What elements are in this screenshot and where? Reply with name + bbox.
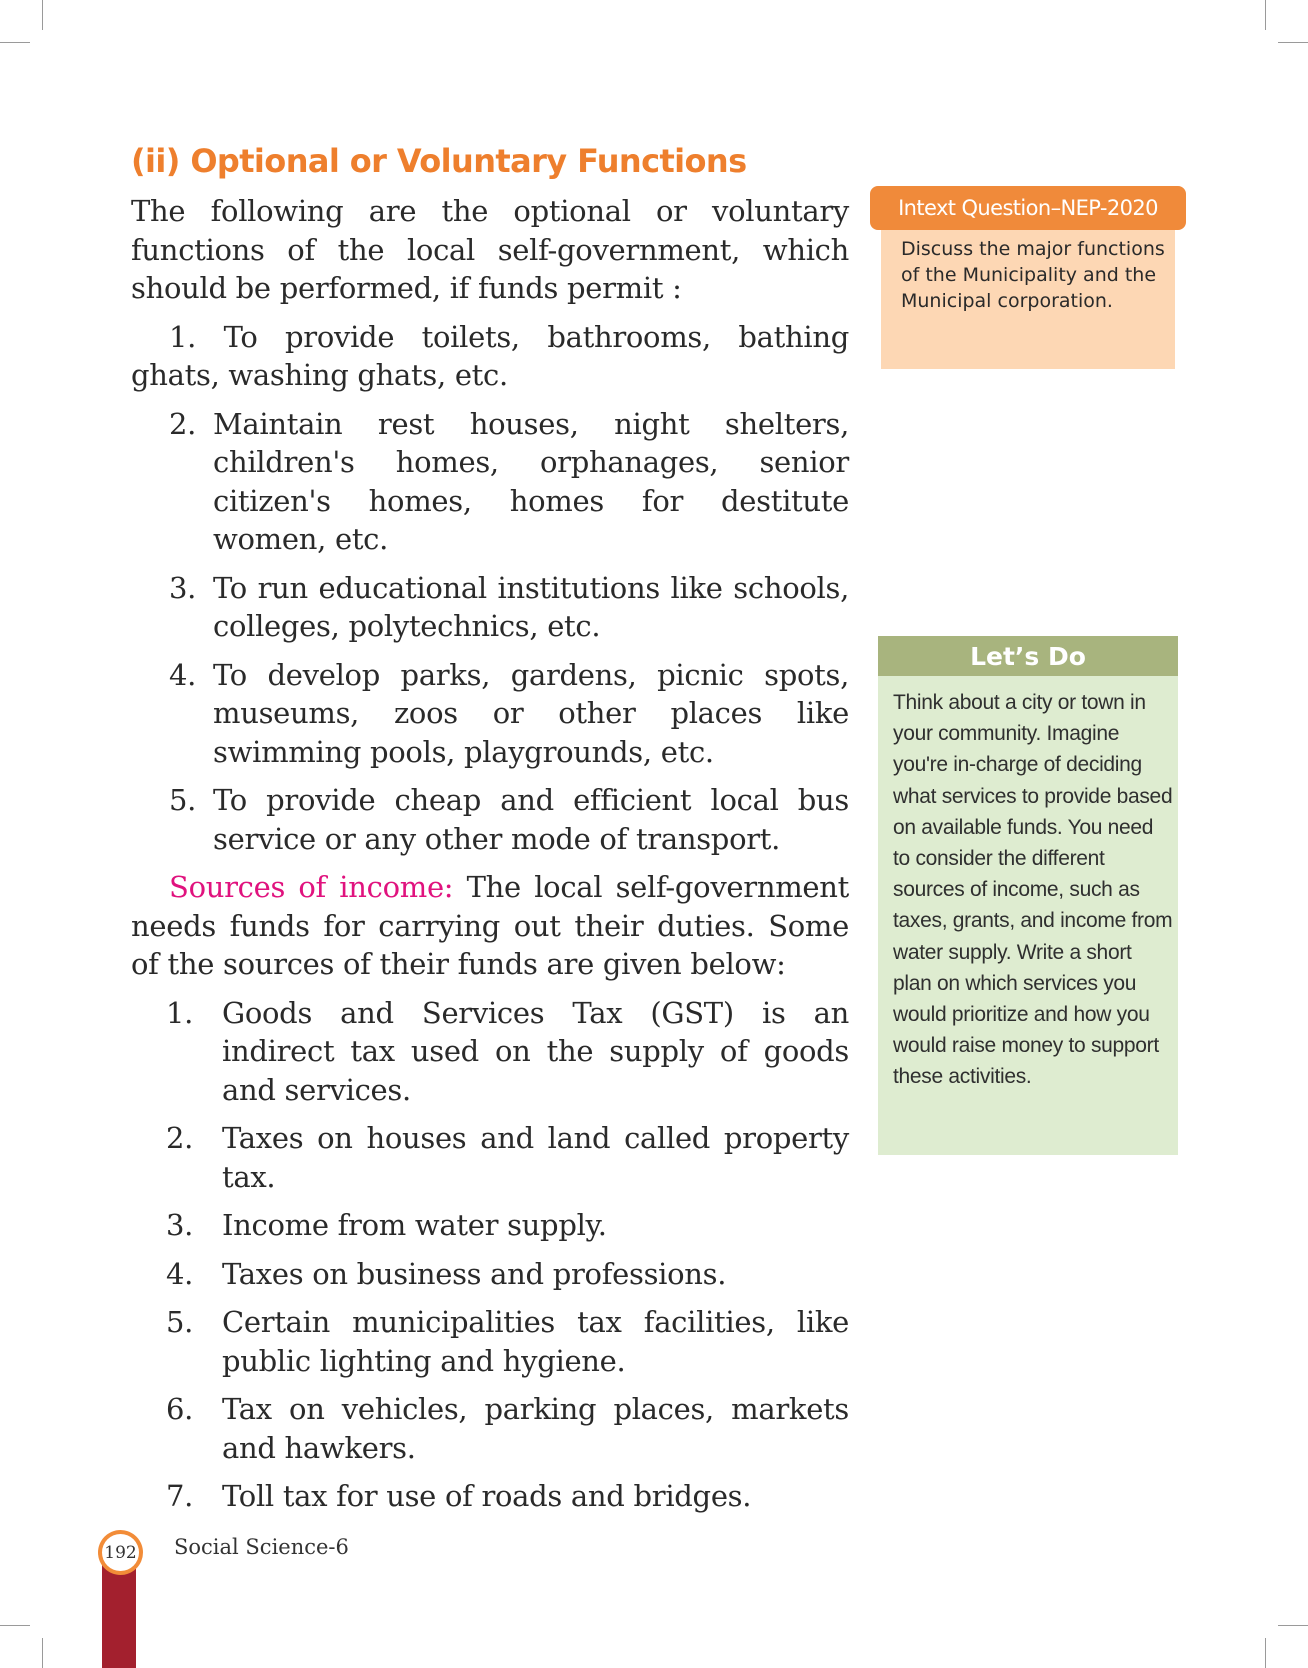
- income-sources-list: [131, 994, 849, 1516]
- list-number: 4.: [169, 657, 197, 692]
- crop-mark: [0, 42, 30, 43]
- section-heading: (ii) Optional or Voluntary Functions: [131, 142, 747, 180]
- page-number: 192: [102, 1534, 139, 1571]
- crop-mark: [42, 1638, 43, 1668]
- list-item: [131, 1303, 849, 1380]
- crop-mark: [1278, 1625, 1308, 1626]
- list-text: Income from water supply.: [222, 1208, 607, 1242]
- list-item: [131, 994, 849, 1110]
- optional-functions-list: [131, 318, 849, 859]
- list-text: To develop parks, gardens, picnic spots, museums, zoos or other places like swimming pools, playgrounds, etc.: [213, 657, 849, 769]
- lets-do-title: Let’s Do: [878, 636, 1178, 676]
- intext-question-box: [881, 230, 1175, 369]
- list-item: [131, 1119, 849, 1196]
- list-number: 3.: [166, 1208, 194, 1242]
- sources-label: Sources of income:: [169, 870, 454, 904]
- list-item: [131, 405, 849, 559]
- list-number: 1.: [169, 319, 197, 354]
- list-text: Maintain rest houses, night shelters, children's homes, orphanages, senior citizen's homes, homes for destitute women, etc.: [213, 406, 849, 556]
- list-text: To run educational institutions like schools, colleges, polytechnics, etc.: [213, 570, 849, 643]
- page-number-badge: [98, 1530, 143, 1575]
- list-item: [131, 1255, 849, 1294]
- list-item: [131, 569, 849, 646]
- crop-mark: [42, 0, 43, 30]
- crop-mark: [1265, 0, 1266, 30]
- list-item: [131, 318, 849, 395]
- sources-text: The local self-government needs funds for carrying out their duties. Some of the sources of their funds are given below:: [131, 870, 849, 981]
- list-text: Taxes on business and professions.: [222, 1256, 727, 1291]
- list-item: [131, 1390, 849, 1467]
- crop-mark: [0, 1625, 30, 1626]
- main-text-column: [131, 192, 849, 1526]
- list-number: 1.: [166, 995, 194, 1030]
- intro-paragraph: The following are the optional or voluntary functions of the local self-government, which should be performed, if funds permit :: [131, 194, 849, 305]
- lets-do-text: Think about a city or town in your community. Imagine you're in-charge of deciding what services to provide based on available funds. You need to consider the different sources of income, such as taxes, grants, and income from water supply. Write a short plan on which services you would prioritize and how you would raise money to support these activities.: [893, 691, 1173, 1089]
- crop-mark: [1265, 1638, 1266, 1668]
- intext-question-title: Intext Question–NEP-2020: [870, 186, 1186, 230]
- list-text: Certain municipalities tax facilities, like public lighting and hygiene.: [222, 1305, 849, 1378]
- list-item: [131, 1206, 849, 1245]
- intext-question-text: Discuss the major functions of the Municipality and the Municipal corporation.: [901, 238, 1165, 312]
- list-number: 3.: [169, 570, 197, 605]
- list-text: Toll tax for use of roads and bridges.: [222, 1479, 752, 1513]
- list-number: 4.: [166, 1256, 194, 1291]
- list-number: 2.: [169, 406, 197, 441]
- list-number: 6.: [166, 1392, 194, 1426]
- list-number: 7.: [166, 1479, 194, 1513]
- list-text: Taxes on houses and land called property tax.: [222, 1121, 849, 1194]
- list-text: To provide toilets, bathrooms, bathing ghats, washing ghats, etc.: [131, 319, 849, 392]
- crop-mark: [1278, 42, 1308, 43]
- list-text: Goods and Services Tax (GST) is an indirect tax used on the supply of goods and services.: [222, 995, 849, 1107]
- book-title: Social Science-6: [174, 1535, 349, 1559]
- list-item: [131, 781, 849, 858]
- list-item: [131, 1477, 849, 1516]
- list-item: [131, 656, 849, 772]
- list-number: 2.: [166, 1121, 194, 1155]
- sources-paragraph: [131, 868, 849, 984]
- lets-do-box: [878, 676, 1178, 1155]
- list-number: 5.: [166, 1305, 194, 1339]
- list-number: 5.: [169, 783, 197, 817]
- list-text: To provide cheap and efficient local bus service or any other mode of transport.: [213, 783, 849, 856]
- list-text: Tax on vehicles, parking places, markets and hawkers.: [222, 1392, 849, 1465]
